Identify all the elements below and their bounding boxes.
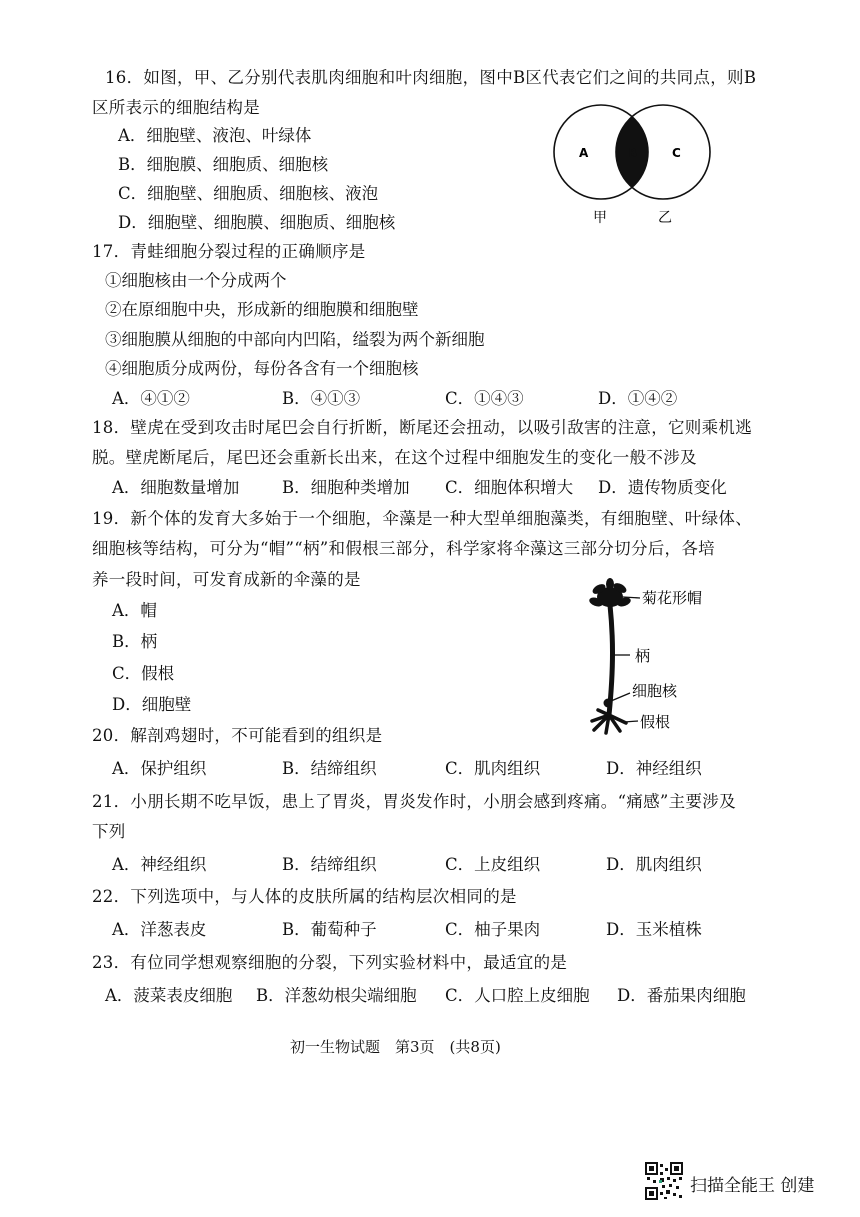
q17-option-a: A．④①② (112, 389, 190, 408)
q20-option-c: C．肌肉组织 (445, 759, 541, 778)
label-nucleus: 细胞核 (632, 682, 678, 700)
q22-option-a: A．洋葱表皮 (112, 920, 207, 939)
algae-cap (588, 578, 632, 608)
q19-option-a: A．帽 (112, 601, 157, 620)
scanner-watermark: 扫描全能王 创建 (690, 1176, 815, 1196)
q18-option-b: B．细胞种类增加 (282, 478, 410, 497)
label-stalk: 柄 (635, 647, 651, 665)
q23-stem: 23．有位同学想观察细胞的分裂，下列实验材料中，最适宜的是 (92, 953, 568, 972)
q18-stem-line2: 脱。壁虎断尾后，尾巴还会重新长出来，在这个过程中细胞发生的变化一般不涉及 (92, 448, 697, 467)
q16-stem-line2: 区所表示的细胞结构是 (92, 98, 260, 117)
q22-option-b: B．葡萄种子 (282, 920, 377, 939)
q17-step-3: ③细胞膜从细胞的中部向内凹陷，缢裂为两个新细胞 (105, 330, 485, 349)
label-rhizoid: 假根 (640, 713, 671, 731)
algae-rhizoid (592, 710, 626, 733)
q22-option-d: D．玉米植株 (606, 920, 702, 939)
q22-option-c: C．柚子果肉 (445, 920, 541, 939)
algae-stalk (609, 605, 613, 715)
q21-option-d: D．肌肉组织 (606, 855, 702, 874)
q19-option-c: C．假根 (112, 664, 175, 683)
venn-label-b: B (628, 146, 638, 160)
venn-label-a: A (579, 146, 589, 160)
q21-option-b: B．结缔组织 (282, 855, 377, 874)
q20-option-a: A．保护组织 (112, 759, 207, 778)
q16-option-b: B．细胞膜、细胞质、细胞核 (118, 155, 329, 174)
q23-option-a: A．菠菜表皮细胞 (105, 986, 233, 1005)
q17-step-1: ①细胞核由一个分成两个 (105, 271, 287, 290)
umbrella-algae-diagram (580, 575, 720, 740)
q23-option-c: C．人口腔上皮细胞 (445, 986, 590, 1005)
algae-nucleus (604, 699, 613, 708)
q20-stem: 20．解剖鸡翅时，不可能看到的组织是 (92, 726, 383, 745)
page-footer: 初一生物试题 第3页 (共8页) (290, 1038, 501, 1056)
q18-stem-line1: 18．壁虎在受到攻击时尾巴会自行折断，断尾还会扭动，以吸引敌害的注意，它则乘机逃 (92, 418, 752, 437)
label-cap: 菊花形帽 (642, 589, 703, 607)
q21-stem-line1: 21．小朋长期不吃早饭，患上了胃炎，胃炎发作时，小朋会感到疼痛。“痛感”主要涉及 (92, 792, 736, 811)
q18-option-a: A．细胞数量增加 (112, 478, 240, 497)
q19-stem-line3: 养一段时间，可发育成新的伞藻的是 (92, 570, 361, 589)
venn-diagram (545, 100, 720, 228)
q16-option-c: C．细胞壁、细胞质、细胞核、液泡 (118, 184, 379, 203)
q19-option-b: B．柄 (112, 632, 158, 651)
q16-option-a: A．细胞壁、液泡、叶绿体 (118, 126, 312, 145)
q23-option-d: D．番茄果肉细胞 (617, 986, 746, 1005)
q19-stem-line1: 19．新个体的发育大多始于一个细胞，伞藻是一种大型单细胞藻类，有细胞壁、叶绿体、 (92, 509, 752, 528)
qr-code-icon (645, 1162, 683, 1200)
venn-label-jia: 甲 (593, 210, 607, 226)
q23-option-b: B．洋葱幼根尖端细胞 (256, 986, 417, 1005)
q21-stem-line2: 下列 (92, 822, 126, 841)
q19-option-d: D．细胞壁 (112, 695, 192, 714)
venn-label-c: C (672, 146, 681, 160)
q17-stem: 17．青蛙细胞分裂过程的正确顺序是 (92, 242, 366, 261)
q21-option-c: C．上皮组织 (445, 855, 541, 874)
leader-nucleus (611, 693, 630, 701)
q18-option-d: D．遗传物质变化 (598, 478, 727, 497)
q19-stem-line2: 细胞核等结构，可分为“帽”“柄”和假根三部分，科学家将伞藻这三部分切分后，各培 (92, 539, 715, 558)
q16-option-d: D．细胞壁、细胞膜、细胞质、细胞核 (118, 213, 396, 232)
q17-option-c: C．①④③ (445, 389, 524, 408)
q20-option-b: B．结缔组织 (282, 759, 377, 778)
q20-option-d: D．神经组织 (606, 759, 702, 778)
q17-step-4: ④细胞质分成两份，每份各含有一个细胞核 (105, 359, 419, 378)
q17-option-d: D．①④② (598, 389, 678, 408)
q18-option-c: C．细胞体积增大 (445, 478, 574, 497)
q21-option-a: A．神经组织 (112, 855, 207, 874)
q22-stem: 22．下列选项中，与人体的皮肤所属的结构层次相同的是 (92, 887, 517, 906)
q16-stem-line1: 16．如图，甲、乙分别代表肌肉细胞和叶肉细胞，图中B区代表它们之间的共同点，则B (105, 68, 757, 87)
venn-label-yi: 乙 (658, 210, 672, 226)
q17-step-2: ②在原细胞中央，形成新的细胞膜和细胞壁 (105, 300, 419, 319)
q17-option-b: B．④①③ (282, 389, 361, 408)
